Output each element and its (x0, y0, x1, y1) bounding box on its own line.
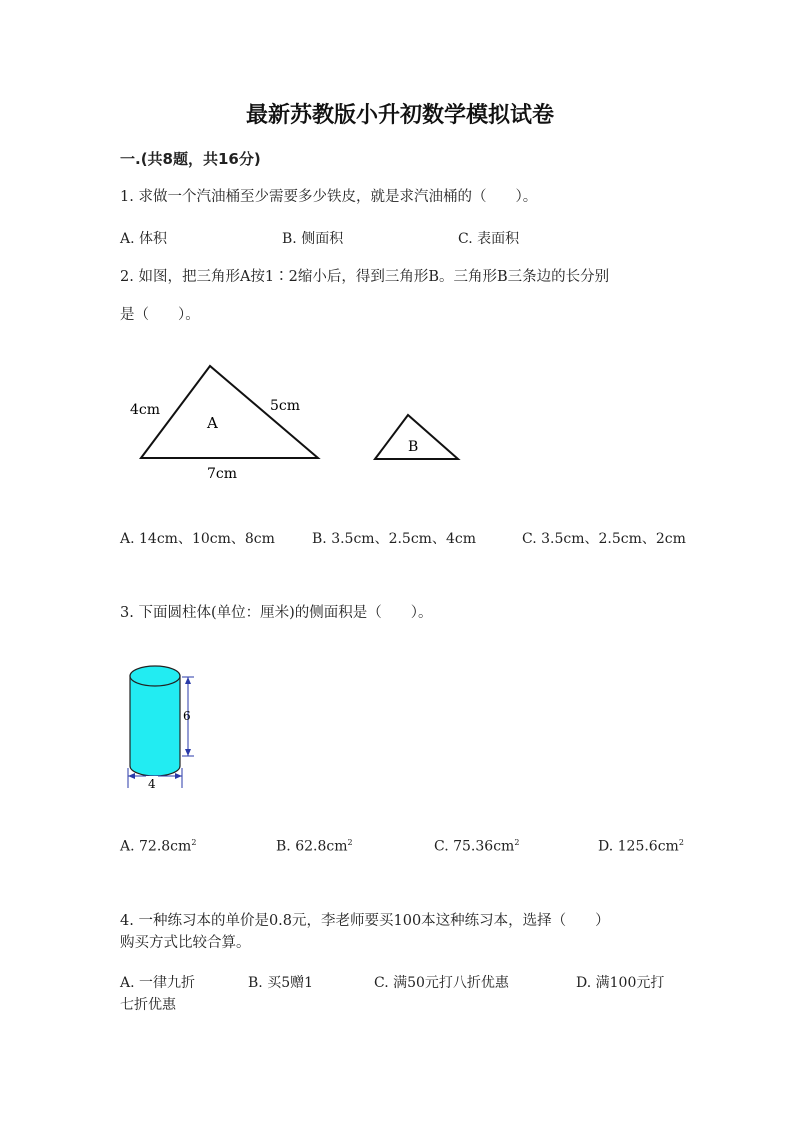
question-1-option-c: C. 表面积 (458, 231, 520, 247)
question-4-stem-line-2: 购买方式比较合算。 (120, 935, 251, 951)
height-arrow-top (185, 677, 191, 684)
height-arrow-bottom (185, 749, 191, 756)
question-2-option-a: A. 14cm、10cm、8cm (120, 531, 275, 547)
question-4-stem-line-1: 4. 一种练习本的单价是0.8元，李老师要买100本这种练习本，选择（ ） (120, 913, 610, 929)
side-left-label: 4cm (130, 402, 161, 418)
diameter-arrow-left (128, 773, 135, 779)
section-heading: 一.(共8题，共16分) (120, 150, 261, 168)
unit-superscript: 2 (514, 838, 520, 847)
question-4-option-a: A. 一律九折 (120, 975, 196, 991)
cylinder-figure (120, 650, 210, 795)
question-4-option-c: C. 满50元打八折优惠 (374, 975, 509, 991)
question-3-option-a (120, 838, 196, 855)
page-title: 最新苏教版小升初数学模拟试卷 (245, 103, 554, 128)
triangle-a-label: A (207, 414, 218, 432)
question-4-option-b: B. 买5赠1 (248, 975, 314, 991)
unit-superscript: 2 (347, 838, 353, 847)
side-bottom-label: 7cm (207, 466, 238, 482)
question-3-option-a-text: A. 72.8cm (120, 838, 192, 855)
question-3-option-d (598, 838, 684, 855)
question-2-stem-line-1: 2. 如图，把三角形A按1∶2缩小后，得到三角形B。三角形B三条边的长分别 (120, 269, 610, 285)
diameter-arrow-right (175, 773, 182, 779)
question-1-option-b: B. 侧面积 (282, 231, 344, 247)
unit-superscript: 2 (191, 838, 197, 847)
triangle-figure (110, 350, 490, 490)
question-3-option-c (434, 838, 519, 855)
question-1-option-a: A. 体积 (120, 231, 168, 247)
question-3-option-d-text: D. 125.6cm (598, 838, 679, 855)
question-2-option-c: C. 3.5cm、2.5cm、2cm (522, 531, 686, 547)
unit-superscript: 2 (678, 838, 684, 847)
question-3-option-c-text: C. 75.36cm (434, 838, 515, 855)
question-3-option-b-text: B. 62.8cm (276, 838, 348, 855)
question-4-option-d: D. 满100元打 (576, 975, 665, 991)
question-1-stem: 1. 求做一个汽油桶至少需要多少铁皮，就是求汽油桶的（ ）。 (120, 189, 538, 205)
diameter-label: 4 (148, 777, 156, 791)
triangle-b-label: B (408, 439, 419, 455)
question-3-stem: 3. 下面圆柱体(单位：厘米)的侧面积是（ ）。 (120, 605, 433, 621)
cylinder-body (130, 666, 180, 776)
question-2-stem-line-2: 是（ ）。 (120, 307, 200, 323)
side-right-label: 5cm (270, 398, 301, 414)
question-3-option-b (276, 838, 353, 855)
question-4-option-d-continued: 七折优惠 (120, 997, 176, 1013)
question-2-option-b: B. 3.5cm、2.5cm、4cm (312, 531, 476, 547)
height-label: 6 (183, 709, 191, 723)
